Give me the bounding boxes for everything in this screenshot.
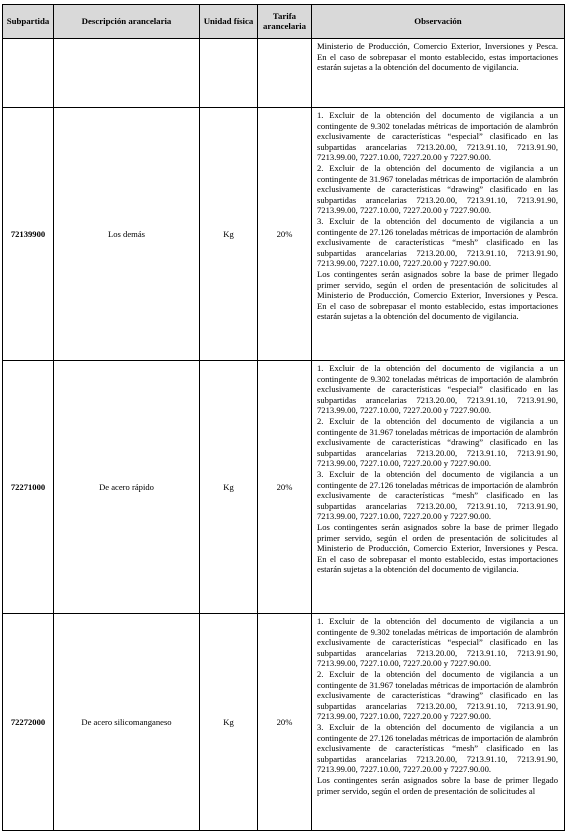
table-row [3, 361, 565, 614]
table-row [3, 39, 565, 108]
tarifa-cell: 20% [258, 614, 312, 831]
descripcion-cell: De acero silicomanganeso [54, 614, 200, 831]
observacion-text: Ministerio de Producción, Comercio Exterior, Inversiones y Pesca. En el caso de sobrepasar el monto establecido, estas importaciones estarán sujetas a la obtención del documento de vigilancia. [317, 41, 558, 73]
observacion-clip [317, 616, 558, 828]
header-unidad: Unidad física [200, 5, 258, 39]
observacion-cell [312, 361, 565, 614]
observacion-cell [312, 614, 565, 831]
observacion-cell [312, 39, 565, 108]
tarifa-cell: 20% [258, 361, 312, 614]
header-row [3, 5, 565, 39]
descripcion-cell [54, 39, 200, 108]
observacion-text: 1. Excluir de la obtención del documento de vigilancia a un contingente de 9.302 toneladas métricas de importación de alambrón exclusivamente de características “especial” clasificado en las subpartidas arancelarias 7213.20.00, 7213.91.10, 7213.91.90, 7213.99.00, 7227.10.00, 7227.20.00 y 7227.90.00. 2. Excluir de la obtención del documento de vigilancia a un contingente de 31.967 toneladas métricas de importación de alambrón exclusivamente de características “drawing” clasificado en las subpartidas arancelarias 7213.20.00, 7213.91.10, 7213.91.90, 7213.99.00, 7227.10.00, 7227.20.00 y 7227.90.00. 3. Excluir de la obtención del documento de vigilancia a un contingente de 27.126 toneladas métricas de importación de alambrón exclusivamente de características “mesh” clasificado en las subpartidas arancelarias 7213.20.00, 7213.91.10, 7213.91.90, 7213.99.00, 7227.10.00, 7227.20.00 y 7227.90.00. Los contingentes serán asignados sobre la base de primer llegado primer servido, según el orden de presentación de solicitudes al Ministerio de Producción, Comercio Exterior, Inversiones y Pesca. En el caso de sobrepasar el monto establecido, estas importaciones estarán sujetas a la obtención del documento de vigilancia. [317, 110, 558, 322]
subpartida-cell: 72271000 [3, 361, 54, 614]
descripcion-cell: De acero rápido [54, 361, 200, 614]
descripcion-cell: Los demás [54, 108, 200, 361]
header-tarifa: Tarifa arancelaria [258, 5, 312, 39]
tariff-table [2, 4, 565, 831]
observacion-cell [312, 108, 565, 361]
tarifa-cell [258, 39, 312, 108]
table-row [3, 614, 565, 831]
table-row [3, 108, 565, 361]
unidad-cell: Kg [200, 361, 258, 614]
subpartida-cell: 72272000 [3, 614, 54, 831]
observacion-text: 1. Excluir de la obtención del documento de vigilancia a un contingente de 9.302 toneladas métricas de importación de alambrón exclusivamente de características “especial” clasificado en las subpartidas arancelarias 7213.20.00, 7213.91.10, 7213.91.90, 7213.99.00, 7227.10.00, 7227.20.00 y 7227.90.00. 2. Excluir de la obtención del documento de vigilancia a un contingente de 31.967 toneladas métricas de importación de alambrón exclusivamente de características “drawing” clasificado en las subpartidas arancelarias 7213.20.00, 7213.91.10, 7213.91.90, 7213.99.00, 7227.10.00, 7227.20.00 y 7227.90.00. 3. Excluir de la obtención del documento de vigilancia a un contingente de 27.126 toneladas métricas de importación de alambrón exclusivamente de características “mesh” clasificado en las subpartidas arancelarias 7213.20.00, 7213.91.10, 7213.91.90, 7213.99.00, 7227.10.00, 7227.20.00 y 7227.90.00. Los contingentes serán asignados sobre la base de primer llegado primer servido, según el orden de presentación de solicitudes al Ministerio de Producción, Comercio Exterior, Inversiones y Pesca. En el caso de sobrepasar el monto establecido, estas importaciones estarán sujetas a la obtención del documento de vigilancia. [317, 363, 558, 575]
header-descripcion: Descripción arancelaria [54, 5, 200, 39]
unidad-cell: Kg [200, 614, 258, 831]
subpartida-cell: 72139900 [3, 108, 54, 361]
observacion-text: 1. Excluir de la obtención del documento de vigilancia a un contingente de 9.302 toneladas métricas de importación de alambrón exclusivamente de características “especial” clasificado en las subpartidas arancelarias 7213.20.00, 7213.91.10, 7213.91.90, 7213.99.00, 7227.10.00, 7227.20.00 y 7227.90.00. 2. Excluir de la obtención del documento de vigilancia a un contingente de 31.967 toneladas métricas de importación de alambrón exclusivamente de características “drawing” clasificado en las subpartidas arancelarias 7213.20.00, 7213.91.10, 7213.91.90, 7213.99.00, 7227.10.00, 7227.20.00 y 7227.90.00. 3. Excluir de la obtención del documento de vigilancia a un contingente de 27.126 toneladas métricas de importación de alambrón exclusivamente de características “mesh” clasificado en las subpartidas arancelarias 7213.20.00, 7213.91.10, 7213.91.90, 7213.99.00, 7227.10.00, 7227.20.00 y 7227.90.00. Los contingentes serán asignados sobre la base de primer llegado primer servido, según el orden de presentación de solicitudes al [317, 616, 558, 796]
header-subpartida: Subpartida [3, 5, 54, 39]
tarifa-cell: 20% [258, 108, 312, 361]
header-observacion: Observación [312, 5, 565, 39]
unidad-cell [200, 39, 258, 108]
subpartida-cell [3, 39, 54, 108]
unidad-cell: Kg [200, 108, 258, 361]
